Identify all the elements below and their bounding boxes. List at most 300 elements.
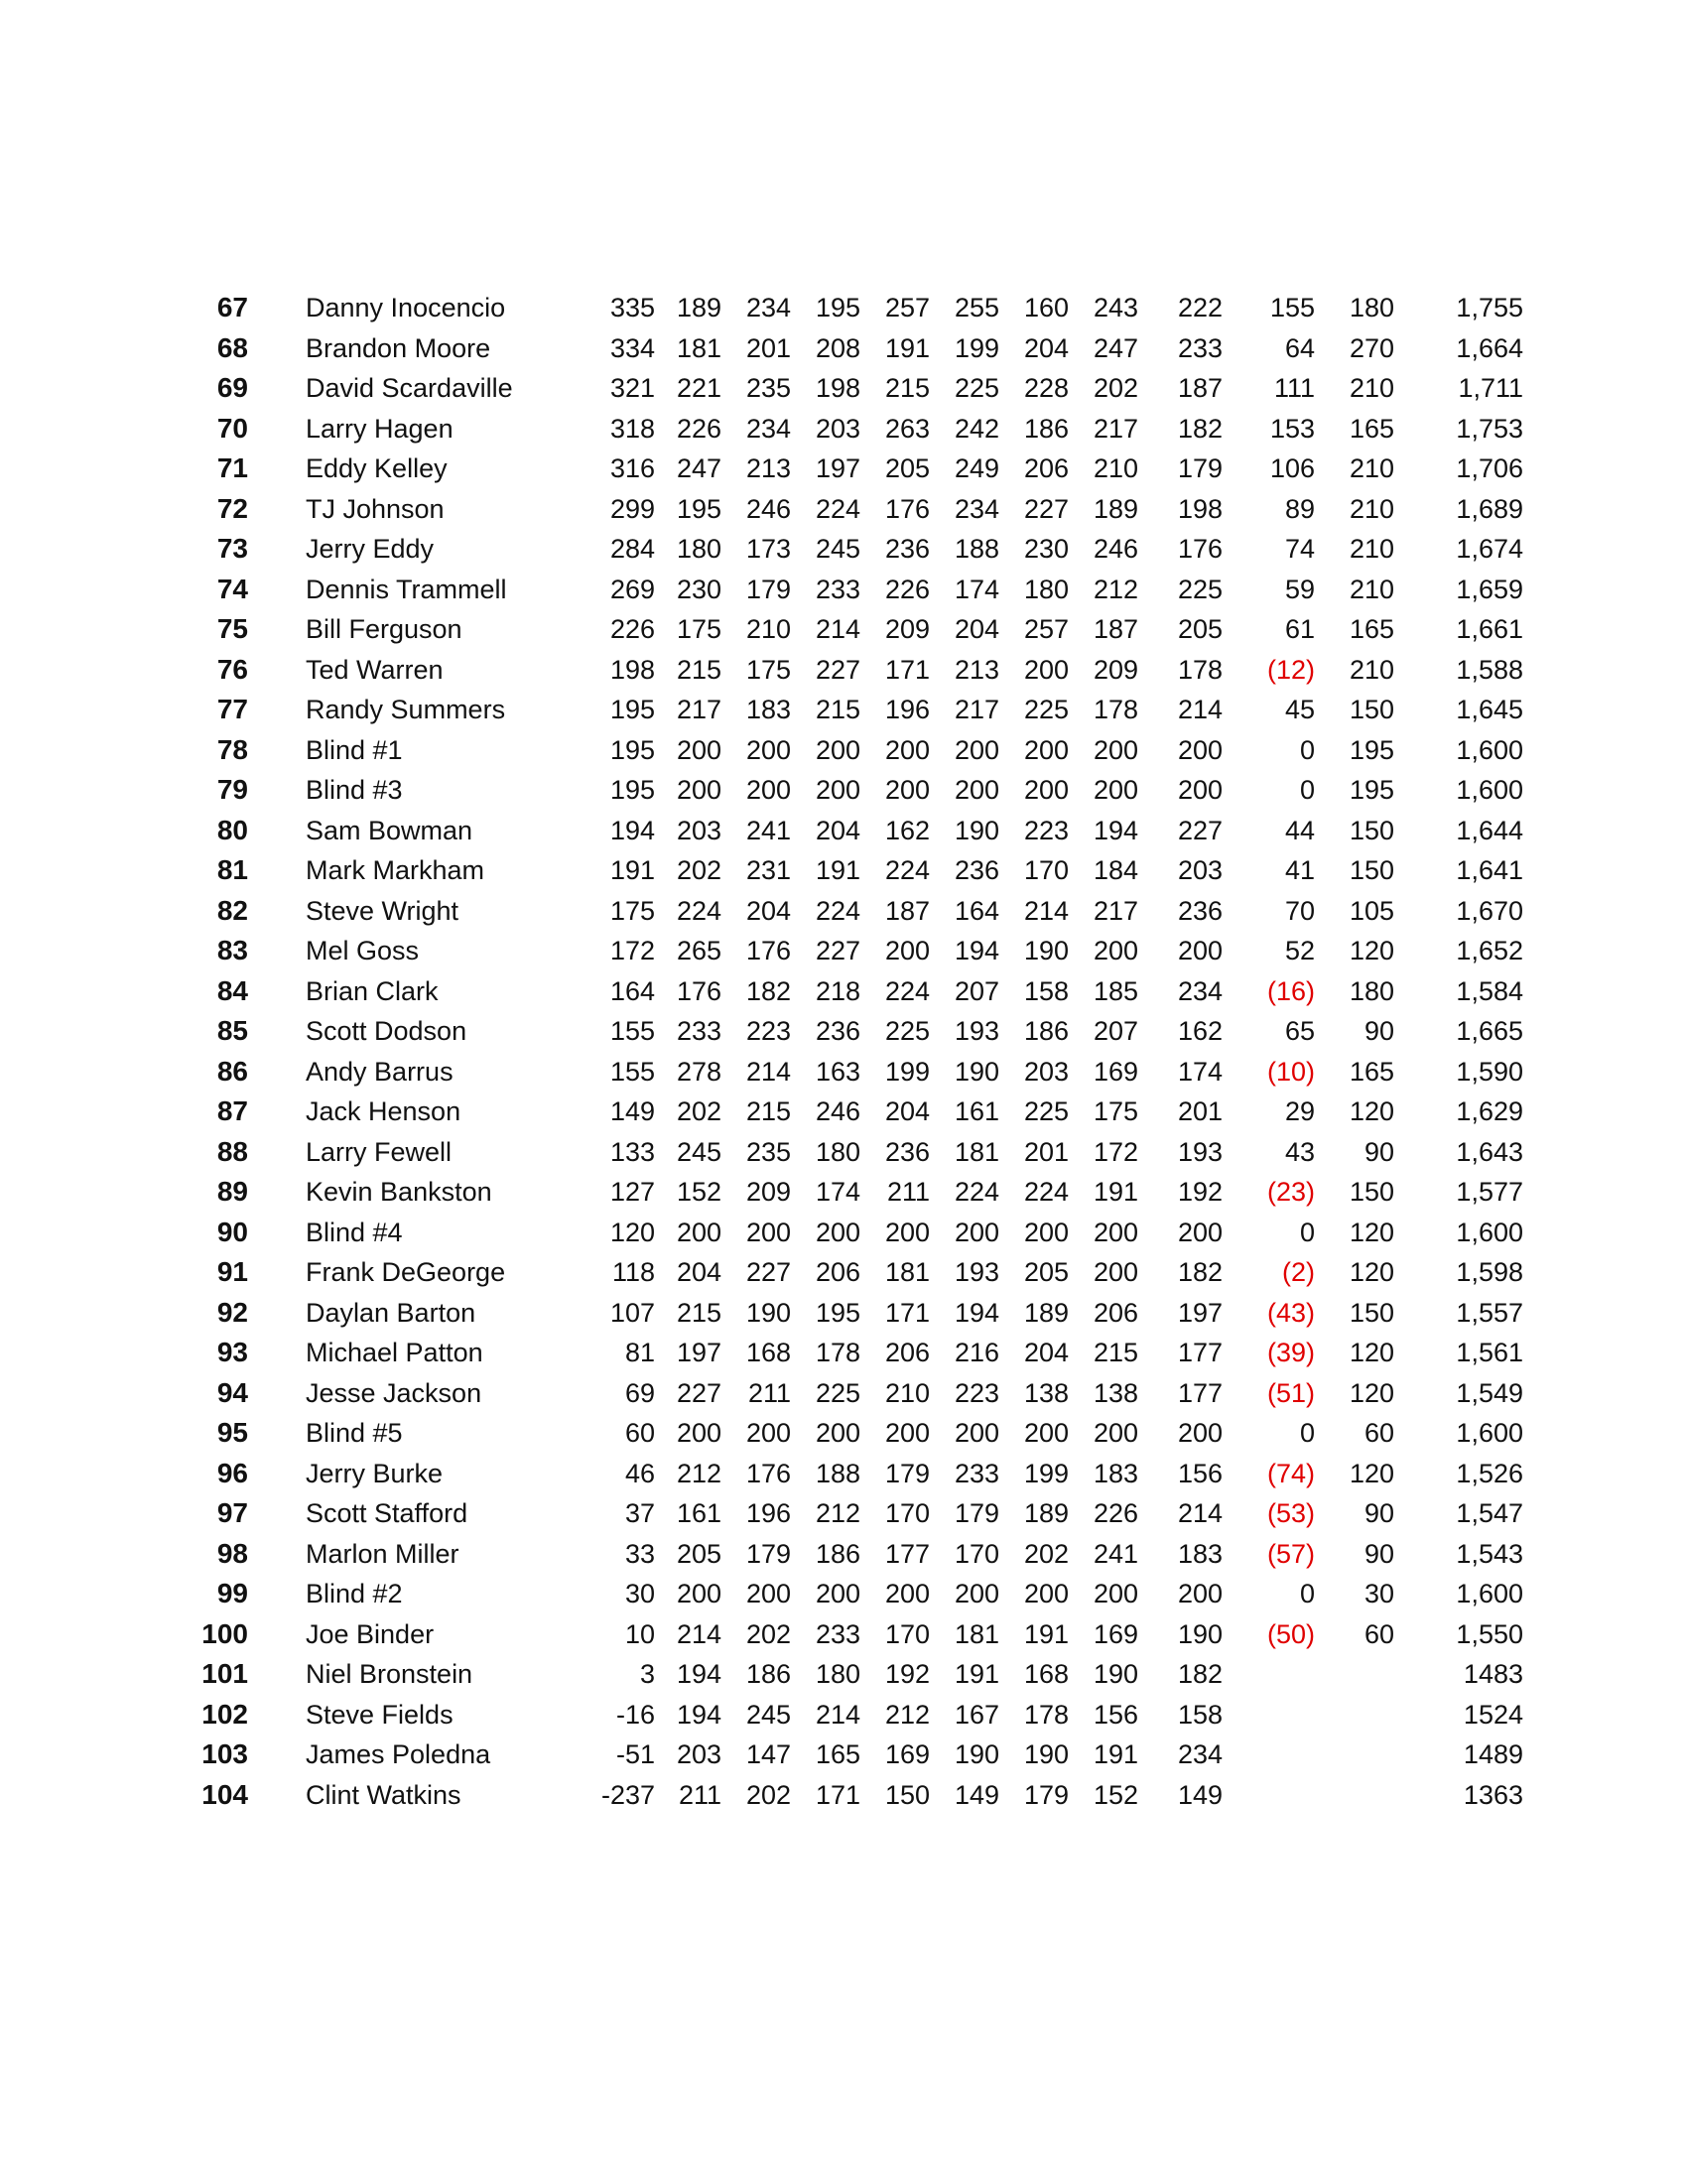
table-row: [0, 891, 1687, 932]
score-cell: 175: [745, 654, 791, 685]
score-cell: 200: [676, 775, 721, 805]
score-cell: 189: [1023, 1297, 1069, 1328]
score-cell: 177: [1177, 1377, 1223, 1408]
score-cell: 210: [1349, 574, 1394, 604]
score-cell: 200: [1177, 775, 1223, 805]
total-cell: 1,550: [1456, 1618, 1523, 1649]
score-cell: 43: [1284, 1136, 1315, 1167]
score-cell: 211: [678, 1779, 721, 1810]
rank-cell: 102: [201, 1698, 248, 1730]
score-cell: 188: [954, 534, 999, 564]
score-cell: 246: [1093, 534, 1138, 564]
rank-cell: 75: [216, 613, 248, 644]
bowler-name-cell: Scott Stafford: [306, 1498, 468, 1528]
table-row: [0, 730, 1687, 771]
bowler-name-cell: Steve Wright: [306, 895, 459, 926]
table-row: [0, 1293, 1687, 1334]
score-cell: 321: [609, 373, 655, 403]
score-cell: 200: [1023, 1217, 1069, 1247]
score-cell: 200: [815, 1217, 860, 1247]
score-cell: (50): [1266, 1618, 1315, 1649]
score-cell: 215: [676, 654, 721, 685]
rank-cell: 96: [216, 1457, 248, 1488]
score-cell: 169: [884, 1739, 930, 1769]
score-cell: 200: [676, 734, 721, 765]
table-row: [0, 770, 1687, 811]
score-cell: 218: [815, 975, 860, 1006]
score-cell: 245: [676, 1136, 721, 1167]
score-cell: 183: [1177, 1538, 1223, 1569]
score-cell: 221: [676, 373, 721, 403]
score-cell: 177: [884, 1538, 930, 1569]
score-cell: 193: [954, 1257, 999, 1287]
score-cell: 176: [884, 493, 930, 524]
score-cell: 200: [1023, 775, 1069, 805]
score-cell: 206: [1093, 1297, 1138, 1328]
bowler-name-cell: Jerry Eddy: [306, 534, 435, 564]
rank-cell: 76: [216, 653, 248, 685]
score-cell: 212: [1093, 574, 1138, 604]
score-cell: (39): [1266, 1338, 1315, 1367]
total-cell: 1,706: [1456, 453, 1523, 483]
score-cell: 152: [676, 1177, 721, 1207]
rank-cell: 67: [216, 292, 248, 322]
table-row: [0, 1052, 1687, 1092]
score-cell: 149: [1177, 1779, 1223, 1810]
score-cell: 236: [884, 534, 930, 564]
score-cell: 198: [815, 373, 860, 403]
score-cell: 41: [1284, 855, 1315, 885]
score-cell: 269: [609, 574, 655, 604]
score-cell: 197: [815, 453, 860, 483]
score-cell: 174: [954, 574, 999, 604]
table-row: [0, 328, 1687, 369]
rank-cell: 84: [216, 974, 248, 1006]
score-cell: 213: [954, 654, 999, 685]
score-cell: 214: [815, 614, 860, 644]
score-cell: 74: [1284, 534, 1315, 564]
score-cell: 204: [954, 614, 999, 644]
score-cell: 200: [1093, 1217, 1138, 1247]
score-cell: 60: [1363, 1418, 1394, 1448]
score-cell: 212: [676, 1458, 721, 1488]
score-cell: 90: [1363, 1538, 1394, 1569]
bowler-name-cell: David Scardaville: [306, 373, 513, 403]
score-cell: 204: [815, 815, 860, 845]
score-cell: 176: [676, 975, 721, 1006]
score-cell: 224: [1023, 1177, 1069, 1207]
score-cell: 255: [954, 293, 999, 322]
rank-cell: 90: [216, 1216, 248, 1247]
score-cell: 214: [815, 1699, 860, 1730]
table-row: [0, 489, 1687, 530]
score-cell: 241: [1093, 1538, 1138, 1569]
score-cell: (74): [1266, 1458, 1315, 1488]
score-cell: 234: [1177, 1739, 1223, 1769]
score-cell: 160: [1023, 293, 1069, 322]
score-cell: 316: [609, 453, 655, 483]
score-cell: 226: [676, 413, 721, 444]
score-cell: 198: [609, 654, 655, 685]
score-cell: 247: [1093, 332, 1138, 363]
score-cell: 3: [639, 1659, 655, 1689]
bowler-name-cell: Brandon Moore: [306, 332, 491, 363]
score-cell: 223: [745, 1016, 791, 1046]
score-cell: 182: [1177, 413, 1223, 444]
score-cell: 202: [676, 855, 721, 885]
rank-cell: 101: [201, 1658, 248, 1689]
score-cell: 193: [954, 1016, 999, 1046]
rank-cell: 91: [216, 1256, 248, 1287]
score-cell: 215: [1093, 1338, 1138, 1367]
score-cell: 209: [884, 614, 930, 644]
score-cell: 153: [1269, 413, 1315, 444]
score-cell: 180: [1349, 975, 1394, 1006]
bowler-name-cell: Ted Warren: [306, 654, 444, 685]
score-cell: 184: [1093, 855, 1138, 885]
score-cell: 195: [815, 293, 860, 322]
score-cell: 215: [676, 1297, 721, 1328]
total-cell: 1,590: [1456, 1056, 1523, 1087]
table-row: [0, 1574, 1687, 1614]
score-cell: 195: [609, 734, 655, 765]
score-cell: (10): [1266, 1056, 1315, 1087]
total-cell: 1,584: [1456, 975, 1523, 1006]
table-row: [0, 1454, 1687, 1494]
score-cell: 210: [1349, 453, 1394, 483]
bowler-name-cell: Clint Watkins: [306, 1779, 461, 1810]
score-cell: 120: [1349, 1096, 1394, 1126]
total-cell: 1,659: [1456, 574, 1523, 604]
score-cell: 217: [1093, 895, 1138, 926]
score-cell: 120: [609, 1217, 655, 1247]
score-cell: 241: [745, 815, 791, 845]
score-cell: 200: [1093, 1418, 1138, 1448]
score-cell: 190: [1023, 1739, 1069, 1769]
rank-cell: 81: [216, 854, 248, 885]
score-cell: 226: [884, 574, 930, 604]
table-row: [0, 650, 1687, 691]
bowler-name-cell: TJ Johnson: [306, 493, 445, 524]
score-cell: 224: [815, 895, 860, 926]
score-cell: 245: [745, 1699, 791, 1730]
bowler-name-cell: Bill Ferguson: [306, 614, 462, 644]
score-cell: 216: [954, 1338, 999, 1367]
score-cell: 177: [1177, 1338, 1223, 1367]
score-cell: 223: [1023, 815, 1069, 845]
score-cell: 155: [609, 1056, 655, 1087]
score-cell: 225: [1023, 1096, 1069, 1126]
score-cell: 217: [676, 695, 721, 724]
bowler-name-cell: Randy Summers: [306, 695, 506, 724]
score-cell: 205: [1177, 614, 1223, 644]
score-cell: 228: [1023, 373, 1069, 403]
score-cell: 179: [745, 574, 791, 604]
total-cell: 1,549: [1456, 1377, 1523, 1408]
score-cell: 191: [884, 332, 930, 363]
score-cell: 187: [1177, 373, 1223, 403]
score-cell: 207: [954, 975, 999, 1006]
score-cell: 203: [1177, 855, 1223, 885]
score-cell: (23): [1266, 1177, 1315, 1207]
score-cell: 201: [1023, 1136, 1069, 1167]
score-cell: 249: [954, 453, 999, 483]
score-cell: 175: [1093, 1096, 1138, 1126]
total-cell: 1,665: [1456, 1016, 1523, 1046]
score-cell: 263: [884, 413, 930, 444]
score-cell: 168: [1023, 1659, 1069, 1689]
score-cell: 170: [1023, 855, 1069, 885]
score-cell: 200: [676, 1217, 721, 1247]
score-cell: (43): [1266, 1297, 1315, 1328]
score-cell: 335: [609, 293, 655, 322]
table-row: [0, 368, 1687, 409]
score-cell: 234: [745, 413, 791, 444]
score-cell: 203: [676, 815, 721, 845]
score-cell: 190: [745, 1297, 791, 1328]
score-cell: 181: [954, 1136, 999, 1167]
score-cell: 234: [745, 293, 791, 322]
table-row: [0, 1695, 1687, 1735]
rank-cell: 71: [216, 452, 248, 483]
score-cell: 215: [815, 695, 860, 724]
score-cell: 195: [1349, 734, 1394, 765]
table-row: [0, 1614, 1687, 1655]
score-cell: 200: [884, 936, 930, 965]
table-row: [0, 529, 1687, 570]
score-cell: 182: [1177, 1257, 1223, 1287]
score-cell: 60: [1363, 1618, 1394, 1649]
standings-table: [0, 288, 1687, 1815]
score-cell: 200: [884, 775, 930, 805]
score-cell: 246: [815, 1096, 860, 1126]
score-cell: 171: [884, 1297, 930, 1328]
rank-cell: 100: [201, 1617, 248, 1649]
score-cell: 200: [1093, 1579, 1138, 1608]
score-cell: 227: [745, 1257, 791, 1287]
score-cell: 210: [1093, 453, 1138, 483]
score-cell: 208: [815, 332, 860, 363]
score-cell: 226: [1093, 1498, 1138, 1528]
score-cell: 194: [1093, 815, 1138, 845]
total-cell: 1,600: [1456, 775, 1523, 805]
score-cell: 180: [1349, 293, 1394, 322]
score-cell: 127: [609, 1177, 655, 1207]
bowler-name-cell: Joe Binder: [306, 1618, 435, 1649]
score-cell: 192: [884, 1659, 930, 1689]
score-cell: 200: [745, 1579, 791, 1608]
score-cell: 44: [1284, 815, 1315, 845]
score-cell: 165: [1349, 413, 1394, 444]
score-cell: 65: [1284, 1016, 1315, 1046]
score-cell: 120: [1349, 1257, 1394, 1287]
table-row: [0, 1252, 1687, 1293]
score-cell: 187: [884, 895, 930, 926]
score-cell: 147: [745, 1739, 791, 1769]
score-cell: 299: [609, 493, 655, 524]
score-cell: 90: [1363, 1498, 1394, 1528]
total-cell: 1,577: [1456, 1177, 1523, 1207]
score-cell: 33: [624, 1538, 655, 1569]
score-cell: 155: [1269, 293, 1315, 322]
score-cell: -16: [615, 1699, 655, 1730]
total-cell: 1363: [1463, 1779, 1523, 1810]
score-cell: 198: [1177, 493, 1223, 524]
score-cell: 225: [1023, 695, 1069, 724]
score-cell: 236: [884, 1136, 930, 1167]
score-cell: 242: [954, 413, 999, 444]
score-cell: 30: [1363, 1579, 1394, 1608]
score-cell: 183: [745, 695, 791, 724]
score-cell: 120: [1349, 936, 1394, 965]
score-cell: 164: [609, 975, 655, 1006]
score-cell: 120: [1349, 1377, 1394, 1408]
score-cell: 191: [1093, 1739, 1138, 1769]
score-cell: 200: [884, 1418, 930, 1448]
score-cell: 225: [1177, 574, 1223, 604]
score-cell: 203: [815, 413, 860, 444]
score-cell: 181: [884, 1257, 930, 1287]
table-row: [0, 1092, 1687, 1132]
score-cell: 105: [1349, 895, 1394, 926]
score-cell: 178: [1023, 1699, 1069, 1730]
score-cell: 195: [609, 775, 655, 805]
table-row: [0, 1775, 1687, 1816]
score-cell: 81: [624, 1338, 655, 1367]
score-cell: 37: [624, 1498, 655, 1528]
score-cell: 234: [954, 493, 999, 524]
score-cell: 120: [1349, 1458, 1394, 1488]
score-cell: 195: [815, 1297, 860, 1328]
score-cell: 179: [884, 1458, 930, 1488]
score-cell: 257: [884, 293, 930, 322]
score-cell: 111: [1273, 373, 1315, 403]
score-cell: 164: [954, 895, 999, 926]
score-cell: 150: [1349, 815, 1394, 845]
score-cell: 199: [1023, 1458, 1069, 1488]
bowler-name-cell: Brian Clark: [306, 975, 439, 1006]
score-cell: 150: [1349, 695, 1394, 724]
score-cell: 200: [745, 734, 791, 765]
score-cell: 205: [884, 453, 930, 483]
score-cell: 185: [1093, 975, 1138, 1006]
score-cell: 149: [609, 1096, 655, 1126]
score-cell: 235: [745, 1136, 791, 1167]
bowler-name-cell: Mark Markham: [306, 855, 485, 885]
score-cell: (2): [1282, 1257, 1315, 1287]
score-cell: 203: [676, 1739, 721, 1769]
score-cell: 165: [815, 1739, 860, 1769]
table-row: [0, 449, 1687, 489]
bowler-name-cell: Mel Goss: [306, 936, 420, 965]
score-cell: (12): [1266, 654, 1315, 685]
score-cell: 200: [676, 1579, 721, 1608]
rank-cell: 103: [201, 1738, 248, 1769]
score-cell: 161: [676, 1498, 721, 1528]
score-cell: 200: [745, 1418, 791, 1448]
rank-cell: 70: [216, 412, 248, 444]
score-cell: 233: [1177, 332, 1223, 363]
bowler-name-cell: James Poledna: [306, 1739, 491, 1769]
bowler-name-cell: Blind #4: [306, 1217, 403, 1247]
rank-cell: 79: [216, 774, 248, 805]
total-cell: 1,755: [1456, 293, 1523, 322]
score-cell: 236: [954, 855, 999, 885]
score-cell: 138: [1093, 1377, 1138, 1408]
score-cell: 171: [884, 654, 930, 685]
score-cell: 0: [1299, 1418, 1315, 1448]
score-cell: 227: [815, 654, 860, 685]
score-cell: 200: [1023, 1579, 1069, 1608]
score-cell: 204: [1023, 1338, 1069, 1367]
score-cell: 156: [1093, 1699, 1138, 1730]
table-row: [0, 1493, 1687, 1534]
score-cell: 224: [676, 895, 721, 926]
score-cell: 194: [954, 1297, 999, 1328]
score-cell: 200: [1177, 936, 1223, 965]
score-cell: 200: [1023, 734, 1069, 765]
score-cell: 179: [954, 1498, 999, 1528]
score-cell: 200: [954, 734, 999, 765]
score-cell: 0: [1299, 734, 1315, 765]
rank-cell: 68: [216, 331, 248, 363]
score-cell: 29: [1284, 1096, 1315, 1126]
score-cell: 210: [884, 1377, 930, 1408]
score-cell: 90: [1363, 1016, 1394, 1046]
score-cell: 191: [1023, 1618, 1069, 1649]
score-cell: 200: [1093, 1257, 1138, 1287]
score-cell: 190: [1093, 1659, 1138, 1689]
score-cell: 61: [1284, 614, 1315, 644]
score-cell: 284: [609, 534, 655, 564]
score-cell: 217: [1093, 413, 1138, 444]
rank-cell: 89: [216, 1176, 248, 1207]
score-cell: 200: [1177, 734, 1223, 765]
score-cell: 158: [1023, 975, 1069, 1006]
rank-cell: 86: [216, 1055, 248, 1087]
score-cell: 225: [954, 373, 999, 403]
score-cell: 133: [609, 1136, 655, 1167]
total-cell: 1,753: [1456, 413, 1523, 444]
score-cell: (57): [1266, 1538, 1315, 1569]
score-cell: 178: [815, 1338, 860, 1367]
score-cell: 189: [1093, 493, 1138, 524]
score-cell: 209: [745, 1177, 791, 1207]
score-cell: 179: [745, 1538, 791, 1569]
score-cell: 318: [609, 413, 655, 444]
score-cell: 200: [1023, 654, 1069, 685]
bowler-name-cell: Jesse Jackson: [306, 1377, 482, 1408]
total-cell: 1,661: [1456, 614, 1523, 644]
score-cell: 204: [676, 1257, 721, 1287]
rank-cell: 77: [216, 694, 248, 724]
score-cell: 176: [745, 936, 791, 965]
score-cell: 214: [1177, 1498, 1223, 1528]
table-row: [0, 1654, 1687, 1695]
score-cell: 265: [676, 936, 721, 965]
score-cell: 202: [1093, 373, 1138, 403]
bowler-name-cell: Jerry Burke: [306, 1458, 444, 1488]
score-cell: 191: [609, 855, 655, 885]
score-cell: 201: [1177, 1096, 1223, 1126]
rank-cell: 78: [216, 733, 248, 765]
score-cell: 60: [624, 1418, 655, 1448]
bowler-name-cell: Dennis Trammell: [306, 574, 507, 604]
score-cell: 211: [747, 1377, 791, 1408]
score-cell: 196: [884, 695, 930, 724]
score-cell: 233: [815, 574, 860, 604]
rank-cell: 83: [216, 935, 248, 965]
